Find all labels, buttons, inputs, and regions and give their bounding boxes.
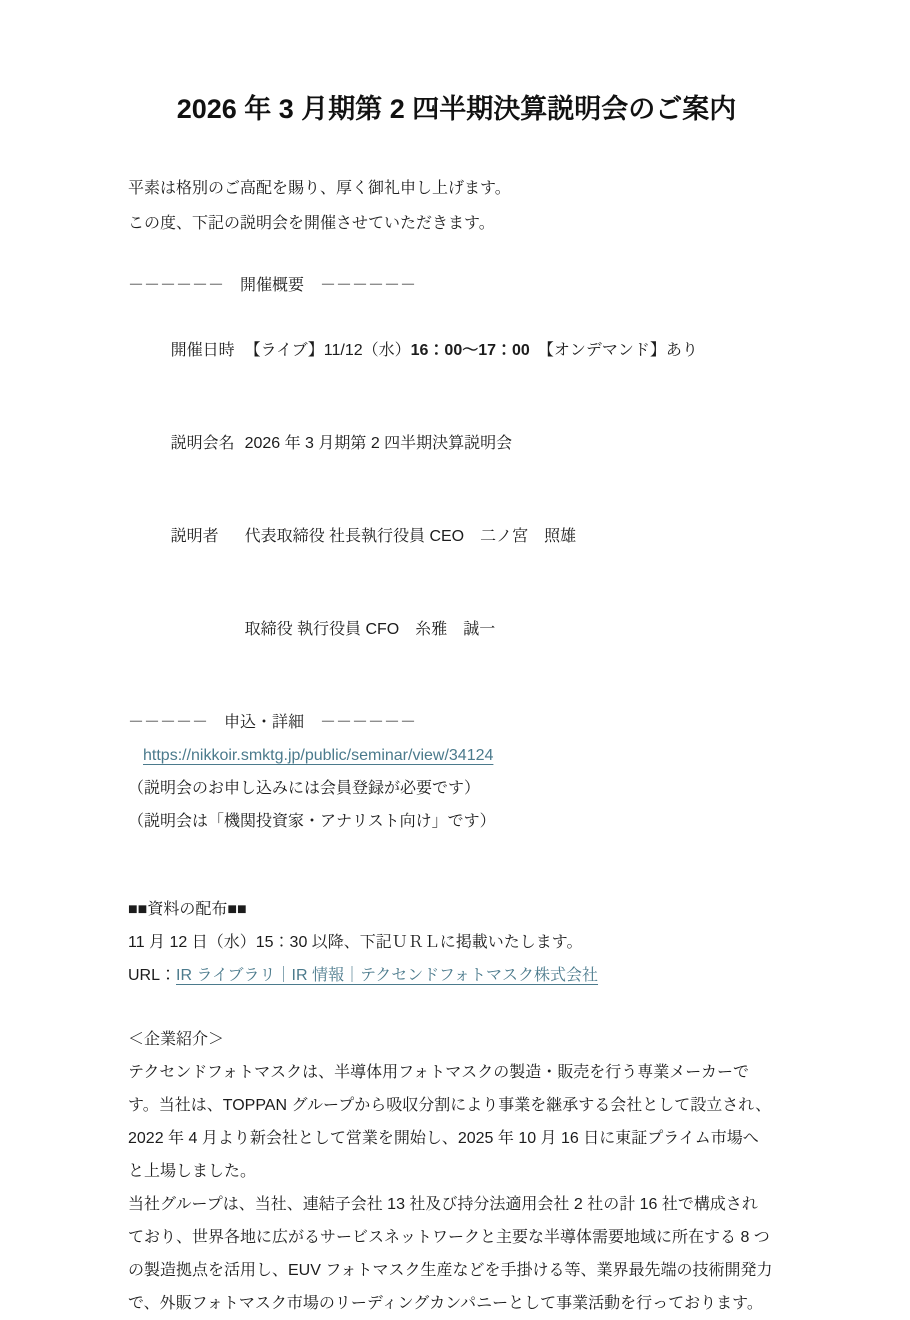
row-value: 2026 年 3 月期第 2 四半期決算説明会 [244,435,513,452]
apply-section-header: －－－－－ 申込・詳細 －－－－－－ [128,714,417,731]
materials-url-line [128,959,785,992]
apply-note: （説明会のお申し込みには会員登録が必要です） [128,780,481,797]
company-paragraph-line: で、外販フォトマスク市場のリーディングカンパニーとして事業活動を行っております。 [128,1295,763,1312]
greeting-line: 平素は格別のご高配を賜り、厚く御礼申し上げます。 [128,180,511,197]
page-title: 2026 年 3 月期第 2 四半期決算説明会のご案内 [176,94,737,124]
company-paragraph-line: 当社グループは、当社、連結子会社 13 社及び持分法適用会社 2 社の計 16 社で構成され [128,1196,758,1213]
overview-row-seminar-name [128,397,785,490]
company-paragraph-line: 2022 年 4 月より新会社として営業を開始し、2025 年 10 月 16 日に東証プライム市場へ [128,1130,759,1147]
overview-section-header: －－－－－－ 開催概要 －－－－－－ [128,277,417,294]
company-paragraph-line: テクセンドフォトマスクは、半導体用フォトマスクの製造・販売を行う専業メーカーで [128,1064,749,1081]
company-paragraph-line: ており、世界各地に広がるサービスネットワークと主要な半導体需要地域に所在する 8 つ [128,1229,770,1246]
materials-section [128,893,785,992]
company-paragraph-line: の製造拠点を活用し、EUV フォトマスク生産などを手掛ける等、業界最先端の技術開発力 [128,1262,773,1279]
company-intro-section [128,1023,785,1320]
overview-rows [128,304,785,676]
row-value: 取締役 執行役員 CFO 糸雅 誠一 [244,621,496,638]
overview-row-datetime [128,304,785,397]
overview-section [128,269,785,676]
company-paragraph-line: と上場しました。 [128,1163,257,1180]
row-value: 代表取締役 社長執行役員 CEO 二ノ宮 照雄 [244,528,577,545]
seminar-url-line [128,739,785,772]
greeting-block [128,171,785,241]
apply-note: （説明会は「機関投資家・アナリスト向け」です） [128,813,496,830]
company-paragraph-line: す。当社は、TOPPAN グループから吸収分割により事業を継承する会社として設立され、 [128,1097,772,1114]
company-intro-header: ＜企業紹介＞ [128,1031,225,1048]
materials-schedule: 11 月 12 日（水）15：30 以降、下記ＵＲＬに掲載いたします。 [128,934,583,951]
materials-url-label: URL： [128,967,177,984]
ir-library-link[interactable]: IR ライブラリ｜IR 情報｜テクセンドフォトマスク株式会社 [176,967,599,984]
greeting-line: この度、下記の説明会を開催させていただきます。 [128,215,495,232]
row-label: 開催日時 [170,342,235,359]
row-label: 説明者 [170,528,219,545]
overview-row-speakers-line2 [128,583,785,676]
row-value-time: 16：00～17：00 [410,342,530,359]
overview-row-speakers [128,490,785,583]
apply-section [128,706,785,838]
row-value: 【オンデマンド】あり [529,342,698,359]
row-value: 【ライブ】11/12（水） [244,342,411,359]
row-label: 説明会名 [170,435,235,452]
materials-section-header: ■■資料の配布■■ [128,901,247,918]
seminar-url-link[interactable]: https://nikkoir.smktg.jp/public/seminar/view/34124 [143,747,494,764]
